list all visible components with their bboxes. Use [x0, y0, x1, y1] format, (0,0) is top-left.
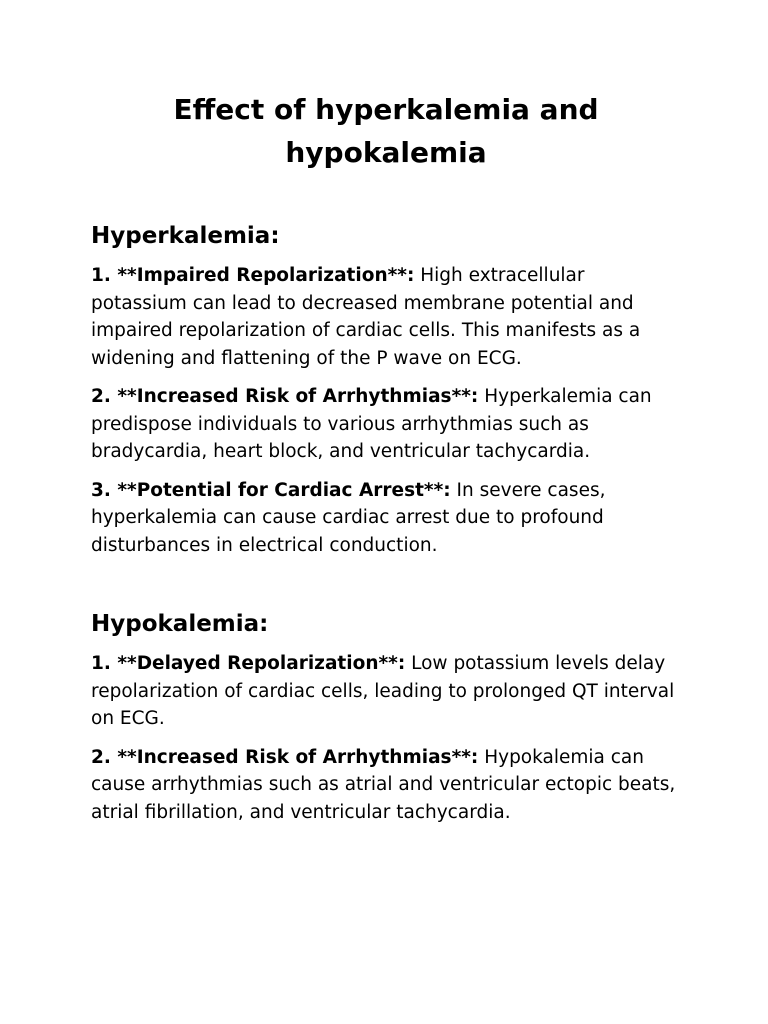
- section-hypokalemia: [91, 609, 681, 826]
- item-text: Hyperkalemia can predispose individuals to various arrhythmias such as bradycardia, heart block, and ventricular tachycardia.: [91, 386, 652, 462]
- section-heading: Hypokalemia:: [91, 611, 269, 637]
- document-title-line-1: Effect of hyperkalemia and: [173, 93, 599, 126]
- section-hyperkalemia: [91, 221, 681, 559]
- item-lead: 3. **Potential for Cardiac Arrest**:: [91, 479, 451, 501]
- list-item: [91, 383, 681, 466]
- item-text: In severe cases, hyperkalemia can cause cardiac arrest due to profound disturbances in electrical conduction.: [91, 479, 606, 556]
- section-heading: Hyperkalemia:: [91, 223, 280, 249]
- item-text: Hypokalemia can cause arrhythmias such as atrial and ventricular ectopic beats, atrial fibrillation, and ventricular tachycardia.: [91, 746, 676, 823]
- item-text: High extracellular potassium can lead to decreased membrane potential and impaired repolarization of cardiac cells. This manifests as a widening and flattening of the P wave on ECG.: [91, 265, 641, 369]
- document-title-line-2: hypokalemia: [285, 136, 487, 169]
- list-item: [91, 477, 681, 560]
- list-item: [91, 262, 681, 372]
- document-page: [91, 88, 681, 826]
- item-lead: 1. **Delayed Repolarization**:: [91, 653, 406, 674]
- document-title: [91, 88, 681, 174]
- item-lead: 2. **Increased Risk of Arrhythmias**:: [91, 386, 479, 407]
- list-item: [91, 744, 681, 827]
- list-item: [91, 650, 681, 733]
- item-text: Low potassium levels delay repolarization of cardiac cells, leading to prolonged QT interval on ECG.: [91, 653, 675, 729]
- item-lead: 2. **Increased Risk of Arrhythmias**:: [91, 746, 479, 768]
- item-lead: 1. **Impaired Repolarization**:: [91, 265, 415, 286]
